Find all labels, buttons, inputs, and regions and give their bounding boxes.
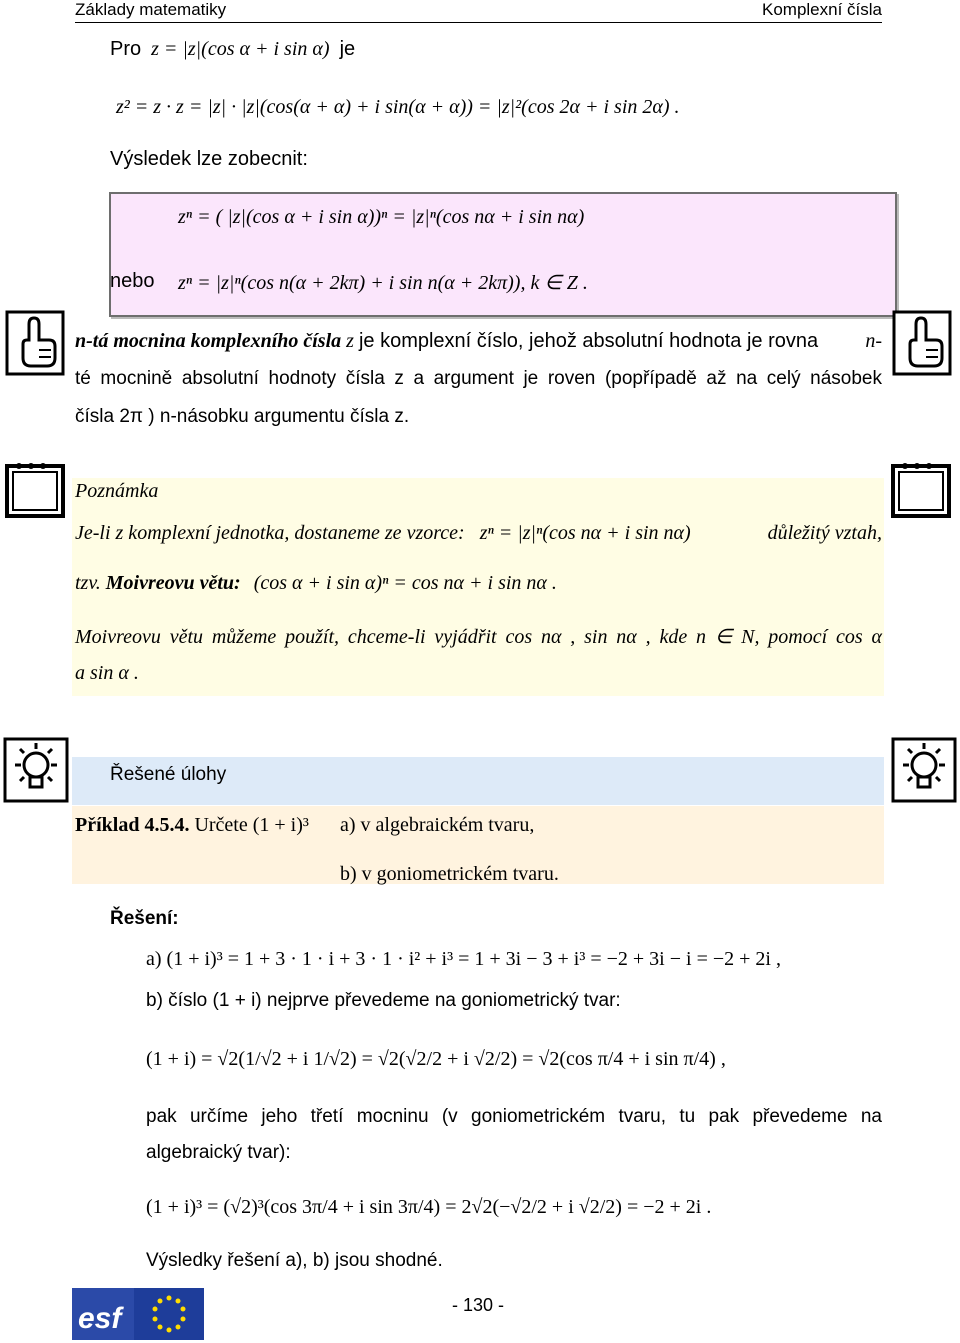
pro-formula: z = |z|(cos α + i sin α) bbox=[151, 38, 330, 60]
solved-heading: Řešené úlohy bbox=[110, 764, 227, 785]
solution-conclusion: Výsledky řešení a), b) jsou shodné. bbox=[146, 1250, 443, 1271]
solution-b-formula-2: (1 + i)³ = (√2)³(cos 3π/4 + i sin 3π/4) = 2√2(−√2/2 + i √2/2) = −2 + 2i . bbox=[146, 1196, 712, 1218]
notepad-icon bbox=[889, 460, 955, 520]
definition-z: z bbox=[346, 330, 354, 352]
definition-line-3: čísla 2π ) n-násobku argumentu čísla z. bbox=[75, 406, 410, 427]
header-left: Základy matematiky bbox=[75, 0, 227, 19]
lightbulb-icon bbox=[891, 737, 957, 803]
pro-text: Pro bbox=[110, 38, 142, 60]
note-title: Poznámka bbox=[75, 480, 159, 502]
generalize-text: Výsledek lze zobecnit: bbox=[110, 148, 308, 170]
example-part-a: a) v algebraickém tvaru, bbox=[340, 814, 535, 836]
note-line-3: Moivreovu větu můžeme použít, chceme-li vyjádřit cos nα , sin nα , kde n ∈ N, pomocí cos α bbox=[75, 626, 882, 648]
note-moivre-bold: Moivreovu větu: bbox=[105, 572, 241, 594]
box-nebo: nebo bbox=[110, 270, 155, 292]
note-line-1-formula: zⁿ = |z|ⁿ(cos nα + i sin nα) bbox=[479, 522, 691, 544]
note-line-1-text: Je-li z komplexní jednotka, dostaneme ze vzorce: bbox=[75, 522, 465, 544]
example-text: Určete (1 + i)³ bbox=[194, 814, 309, 836]
solution-b-formula: (1 + i) = √2(1/√2 + i 1/√2) = √2(√2/2 + i √2/2) = √2(cos π/4 + i sin π/4) , bbox=[146, 1048, 726, 1070]
example-label: Příklad 4.5.4. bbox=[75, 814, 190, 836]
intro-line-1 bbox=[110, 38, 355, 61]
page-number: - 130 - bbox=[452, 1295, 505, 1315]
notepad-icon bbox=[3, 460, 69, 520]
esf-logo bbox=[72, 1288, 204, 1340]
example-part-b: b) v goniometrickém tvaru. bbox=[340, 863, 559, 885]
example-line bbox=[75, 814, 309, 837]
definition-bold: n-tá mocnina komplexního čísla bbox=[75, 330, 342, 352]
pointing-hand-icon bbox=[892, 310, 952, 376]
note-moivre-formula: (cos α + i sin α)ⁿ = cos nα + i sin nα . bbox=[253, 572, 557, 594]
definition-n: n- bbox=[865, 330, 882, 352]
note-line-2 bbox=[75, 572, 557, 595]
note-tzv: tzv. bbox=[75, 572, 101, 594]
je-text: je bbox=[339, 38, 356, 60]
svg-text:esf: esf bbox=[78, 1302, 122, 1335]
lightbulb-icon bbox=[3, 737, 69, 803]
definition-line-1 bbox=[75, 330, 882, 353]
solution-b-text-1: pak určíme jeho třetí mocninu (v goniometrickém tvaru, tu pak převedeme na bbox=[146, 1106, 882, 1127]
solution-b-intro: b) číslo (1 + i) nejprve převedeme na goniometrický tvar: bbox=[146, 990, 621, 1011]
solution-b-text-2: algebraický tvar): bbox=[146, 1142, 291, 1163]
solution-label: Řešení: bbox=[110, 908, 179, 929]
box-formula-2: zⁿ = |z|ⁿ(cos n(α + 2kπ) + i sin n(α + 2kπ)), k ∈ Z . bbox=[178, 272, 588, 294]
solution-a: a) (1 + i)³ = 1 + 3 · 1 · i + 3 · 1 · i² + i³ = 1 + 3i − 3 + i³ = −2 + 3i − i = −2 + 2i , bbox=[146, 948, 781, 970]
pointing-hand-icon bbox=[5, 310, 65, 376]
square-formula: z² = z · z = |z| · |z|(cos(α + α) + i sin(α + α)) = |z|²(cos 2α + i sin 2α) . bbox=[116, 96, 680, 118]
definition-rest: je komplexní číslo, jehož absolutní hodnota je rovna bbox=[358, 330, 819, 352]
page-header bbox=[75, 0, 882, 23]
header-right: Komplexní čísla bbox=[762, 0, 882, 19]
definition-line-2: té mocnině absolutní hodnoty čísla z a argument je roven (popřípadě až na celý násobek bbox=[75, 368, 882, 389]
note-line-4: a sin α . bbox=[75, 662, 139, 684]
box-formula-1: zⁿ = ( |z|(cos α + i sin α))ⁿ = |z|ⁿ(cos nα + i sin nα) bbox=[178, 206, 585, 228]
note-line-1 bbox=[75, 522, 882, 545]
note-line-1-end: důležitý vztah, bbox=[767, 522, 882, 544]
